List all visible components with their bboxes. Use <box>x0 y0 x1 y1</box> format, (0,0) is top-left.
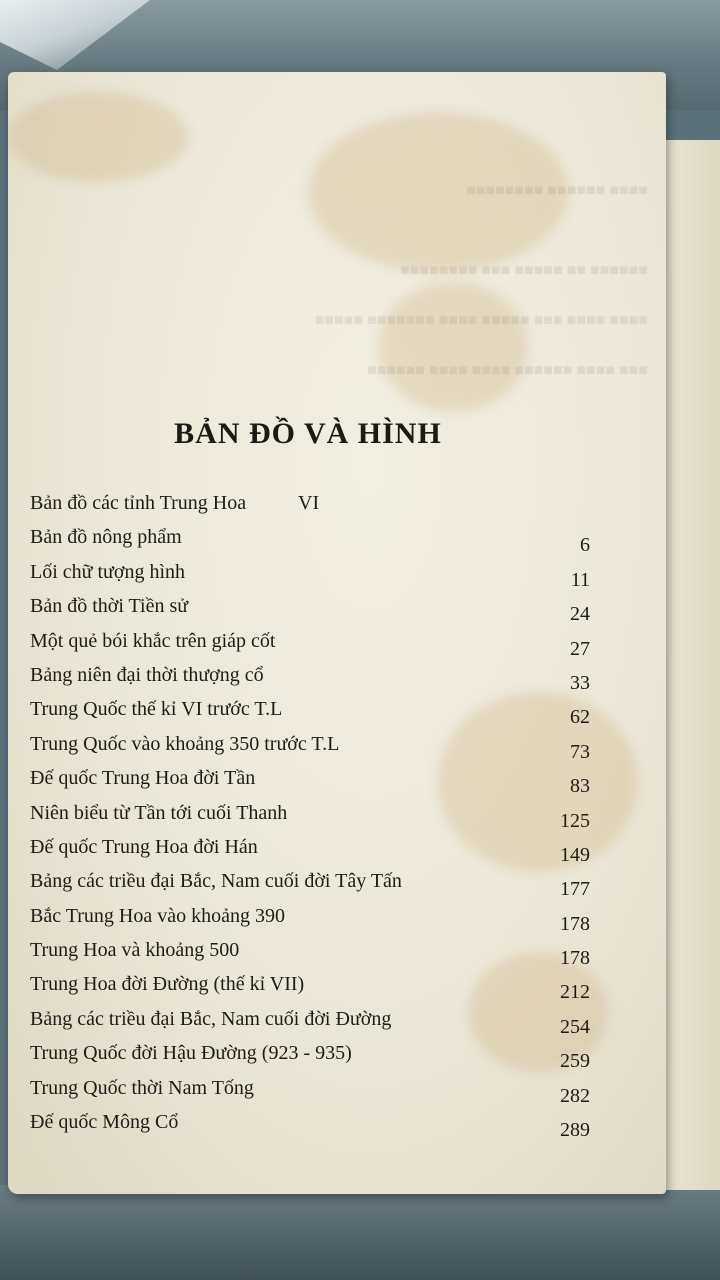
book-page <box>8 72 666 1194</box>
paper-stain <box>378 282 528 412</box>
entry-title: Bản đồ nông phẩm <box>30 526 182 549</box>
entry-title: Đế quốc Trung Hoa đời Hán <box>30 835 258 858</box>
list-item <box>30 905 590 939</box>
list-item <box>30 1042 590 1076</box>
entry-page-number: 125 <box>560 809 590 832</box>
entry-title: Bản đồ các tỉnh Trung Hoa <box>30 492 247 514</box>
entry-title: Niên biểu từ Tần tới cuối Thanh <box>30 801 288 824</box>
list-item <box>30 939 590 973</box>
list-item <box>30 630 590 664</box>
list-item <box>30 1008 590 1042</box>
list-item <box>30 664 590 698</box>
list-item <box>30 1077 590 1111</box>
entry-page-number: VI <box>298 492 320 514</box>
list-item <box>30 526 590 560</box>
entry-title: Đế quốc Mông Cổ <box>30 1111 179 1134</box>
entry-title: Trung Quốc thời Nam Tống <box>30 1076 254 1099</box>
entry-page-number: 177 <box>560 878 590 901</box>
entry-title: Trung Hoa đời Đường (thế kỉ VII) <box>30 973 305 996</box>
bleed-through-text: ■■■■ ■■■■■■ ■■■■■■■■ <box>466 182 648 199</box>
bleed-through-text: ■■■ ■■■■ ■■■■■■ ■■■■ ■■■■ ■■■■■■ <box>367 362 648 379</box>
list-item <box>30 836 590 870</box>
list-item <box>30 973 590 1007</box>
list-item <box>30 802 590 836</box>
list-item <box>30 595 590 629</box>
bleed-through-text: ■■■■■■ ■■ ■■■■■ ■■■ ■■■■■■■■ <box>400 262 648 279</box>
list-item <box>30 492 590 526</box>
paper-stain <box>8 92 188 182</box>
entry-title: Bảng các triều đại Bắc, Nam cuối đời Tây Tấn <box>30 870 402 893</box>
entry-title: Bắc Trung Hoa vào khoảng 390 <box>30 904 285 927</box>
entry-page-number: 149 <box>560 843 590 866</box>
bleed-through-text: ■■■■ ■■■■ ■■■ ■■■■■ ■■■■ ■■■■■■■ ■■■■■ <box>314 312 648 329</box>
entry-page-number: 27 <box>570 637 590 660</box>
entry-title: Bảng niên đại thời thượng cổ <box>30 663 264 686</box>
list-item <box>30 767 590 801</box>
entry-title: Bảng các triều đại Bắc, Nam cuối đời Đường <box>30 1007 392 1030</box>
table-surface <box>0 1185 720 1280</box>
entry-title: Đế quốc Trung Hoa đời Tần <box>30 767 256 790</box>
entry-title: Trung Hoa và khoảng 500 <box>30 939 240 962</box>
entry-page-number: 289 <box>560 1119 590 1142</box>
figure-list <box>30 492 590 1145</box>
entry-page-number: 33 <box>570 671 590 694</box>
list-item <box>30 870 590 904</box>
entry-title: Trung Quốc vào khoảng 350 trước T.L <box>30 732 340 755</box>
entry-page-number: 83 <box>570 775 590 798</box>
entry-page-number: 282 <box>560 1084 590 1107</box>
entry-page-number: 212 <box>560 981 590 1004</box>
entry-title: Trung Quốc đời Hậu Đường (923 - 935) <box>30 1042 352 1065</box>
list-item <box>30 698 590 732</box>
light-glare <box>0 0 150 70</box>
entry-page-number: 254 <box>560 1015 590 1038</box>
entry-title: Bản đồ thời Tiền sử <box>30 595 189 618</box>
list-item <box>30 733 590 767</box>
entry-title: Một quẻ bói khắc trên giáp cốt <box>30 629 276 652</box>
entry-title: Lối chữ tượng hình <box>30 560 186 583</box>
entry-page-number: 73 <box>570 740 590 763</box>
entry-title: Trung Quốc thế kỉ VI trước T.L <box>30 698 283 721</box>
entry-page-number: 178 <box>560 947 590 970</box>
entry-page-number: 11 <box>570 568 590 591</box>
list-item <box>30 561 590 595</box>
page-title: BẢN ĐỒ VÀ HÌNH <box>174 417 442 450</box>
entry-page-number: 24 <box>570 603 590 626</box>
entry-page-number: 178 <box>560 912 590 935</box>
list-item <box>30 1111 590 1145</box>
entry-page-number: 259 <box>560 1050 590 1073</box>
entry-page-number: 62 <box>570 706 590 729</box>
entry-page-number: 6 <box>580 534 590 557</box>
